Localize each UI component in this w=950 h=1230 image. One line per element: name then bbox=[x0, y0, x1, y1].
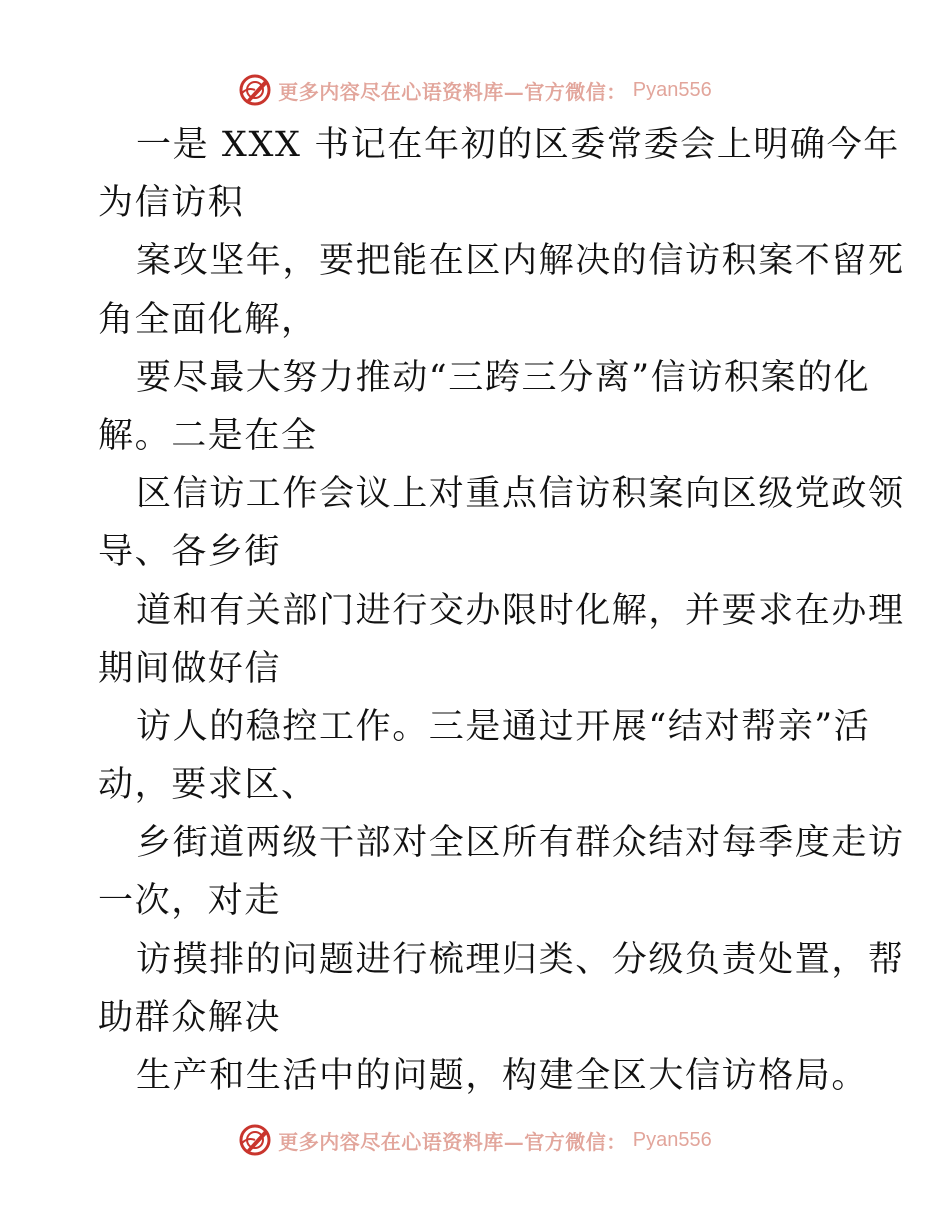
body-line: 期间做好信 bbox=[98, 648, 282, 689]
body-line: 访人的稳控工作。三是通过开展“结对帮亲”活 bbox=[136, 706, 871, 747]
footer-banner bbox=[0, 1120, 950, 1160]
header-banner-text: 更多内容尽在心语资料库—官方微信： bbox=[278, 79, 627, 104]
body-line: 要尽最大努力推动“三跨三分离”信访积案的化 bbox=[136, 357, 871, 398]
header-wechat-id: Pyan556 bbox=[632, 78, 712, 101]
body-line: 访摸排的问题进行梳理归类、分级负责处置，帮 bbox=[136, 939, 905, 980]
document-body bbox=[98, 116, 905, 1105]
body-line: 乡街道两级干部对全区所有群众结对每季度走访 bbox=[136, 823, 905, 864]
header-banner bbox=[0, 70, 950, 110]
body-line: 动，要求区、 bbox=[98, 765, 318, 806]
logo-icon bbox=[238, 1123, 272, 1157]
footer-banner-text: 更多内容尽在心语资料库—官方微信： bbox=[278, 1129, 627, 1154]
logo-icon bbox=[238, 73, 272, 107]
footer-wechat-id: Pyan556 bbox=[632, 1128, 712, 1151]
body-line: 为信访积 bbox=[98, 183, 245, 224]
body-line: 生产和生活中的问题，构建全区大信访格局。 bbox=[136, 1056, 869, 1096]
body-line: 解。二是在全 bbox=[98, 415, 318, 456]
body-line: 区信访工作会议上对重点信访积案向区级党政领 bbox=[136, 474, 905, 515]
body-line: 一次，对走 bbox=[98, 881, 282, 922]
body-line: 助群众解决 bbox=[98, 997, 282, 1038]
body-line: 一是 XXX 书记在年初的区委常委会上明确今年 bbox=[136, 125, 900, 165]
body-line: 导、各乡街 bbox=[98, 532, 282, 573]
body-line: 案攻坚年，要把能在区内解决的信访积案不留死 bbox=[136, 241, 905, 282]
body-line: 道和有关部门进行交办限时化解，并要求在办理 bbox=[136, 590, 905, 631]
body-line: 角全面化解， bbox=[98, 299, 318, 340]
